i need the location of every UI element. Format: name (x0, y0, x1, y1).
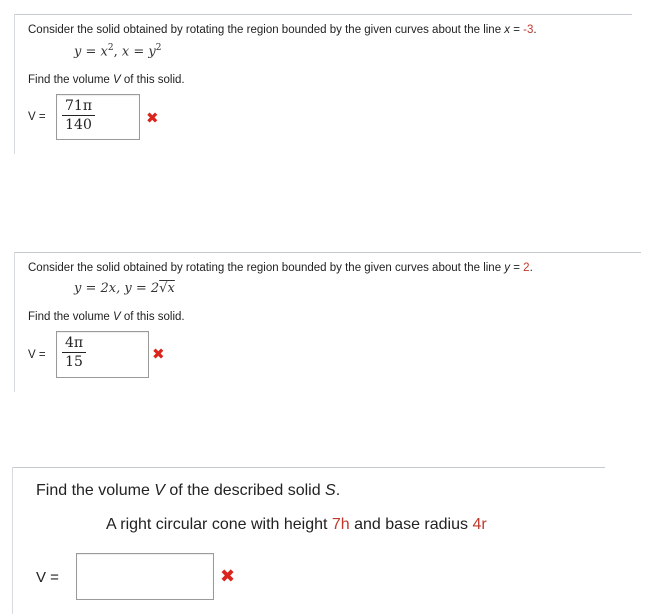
find-var: V (113, 74, 121, 86)
problem-2-equation (74, 281, 175, 296)
axis-variable: y (504, 262, 511, 274)
find-text: Find the volume (28, 311, 114, 323)
problem-2-find-text (28, 311, 185, 323)
eq-exponent2: 2 (155, 43, 162, 53)
eq-x2: x (121, 44, 130, 60)
desc-text: A right circular cone with height (106, 516, 332, 533)
problem-2-left-border (14, 252, 15, 392)
problem-3-description (106, 516, 487, 534)
desc-mid: and base radius (349, 516, 473, 533)
height-value: 7h (331, 516, 350, 533)
find-end: . (335, 482, 341, 499)
problem-3-divider (12, 467, 605, 468)
fraction-bar (62, 115, 95, 116)
find-end: of this solid. (120, 311, 185, 323)
fraction-bar (62, 352, 86, 353)
prompt-text: Consider the solid obtained by rotating the region bounded by the given curves about the line (28, 262, 505, 274)
cross-icon: ✖ (146, 109, 159, 127)
radius-value: 4r (472, 516, 487, 533)
find-mid: of the described solid (164, 482, 326, 499)
eq-y: y (74, 44, 82, 60)
problem-1-equation (74, 43, 161, 59)
eq-y2: y (148, 44, 156, 60)
eq-comma: , (113, 44, 122, 60)
problem-1-divider (14, 14, 632, 15)
answer-input[interactable] (56, 94, 140, 140)
axis-equals: = (510, 262, 524, 274)
find-end: of this solid. (120, 74, 185, 86)
answer-fraction (62, 98, 95, 133)
answer-input[interactable] (56, 331, 149, 378)
eq-equals2: = (129, 44, 149, 60)
find-text: Find the volume (36, 482, 155, 499)
axis-variable: x (504, 24, 511, 36)
problem-2-prompt (28, 262, 533, 274)
answer-label: V = (28, 111, 46, 123)
prompt-text: Consider the solid obtained by rotating the region bounded by the given curves about the line (28, 24, 505, 36)
answer-fraction (62, 335, 86, 370)
find-var: V (113, 311, 121, 323)
problem-3-find-text (36, 482, 340, 500)
answer-label: V = (36, 569, 59, 586)
denominator: 15 (65, 354, 83, 370)
numerator: 71π (65, 98, 93, 114)
problem-1-prompt (28, 24, 537, 36)
problem-2-divider (14, 252, 641, 253)
problem-1-left-border (14, 14, 15, 154)
eq-x: x (100, 44, 108, 60)
cross-icon: ✖ (220, 566, 236, 587)
find-text: Find the volume (28, 74, 114, 86)
problem-3-left-border (12, 467, 13, 614)
find-var: V (154, 482, 165, 499)
problem-1-find-text (28, 74, 185, 86)
answer-input[interactable] (76, 553, 214, 600)
prompt-end: . (529, 262, 533, 274)
axis-equals: = (510, 24, 524, 36)
find-solid: S (325, 482, 336, 499)
denominator: 140 (65, 117, 92, 133)
numerator: 4π (65, 335, 84, 351)
axis-value: -3 (523, 24, 534, 36)
prompt-end: . (533, 24, 537, 36)
eq-exponent: 2 (107, 43, 114, 53)
cross-icon: ✖ (152, 345, 165, 363)
axis-value: 2 (523, 262, 530, 274)
sqrt-arg: x (167, 281, 175, 296)
sqrt-icon: √x (159, 281, 175, 296)
eq-equals: = (81, 44, 101, 60)
answer-label: V = (28, 349, 46, 361)
equation-text: y = 2x, y = 2 (74, 281, 160, 296)
